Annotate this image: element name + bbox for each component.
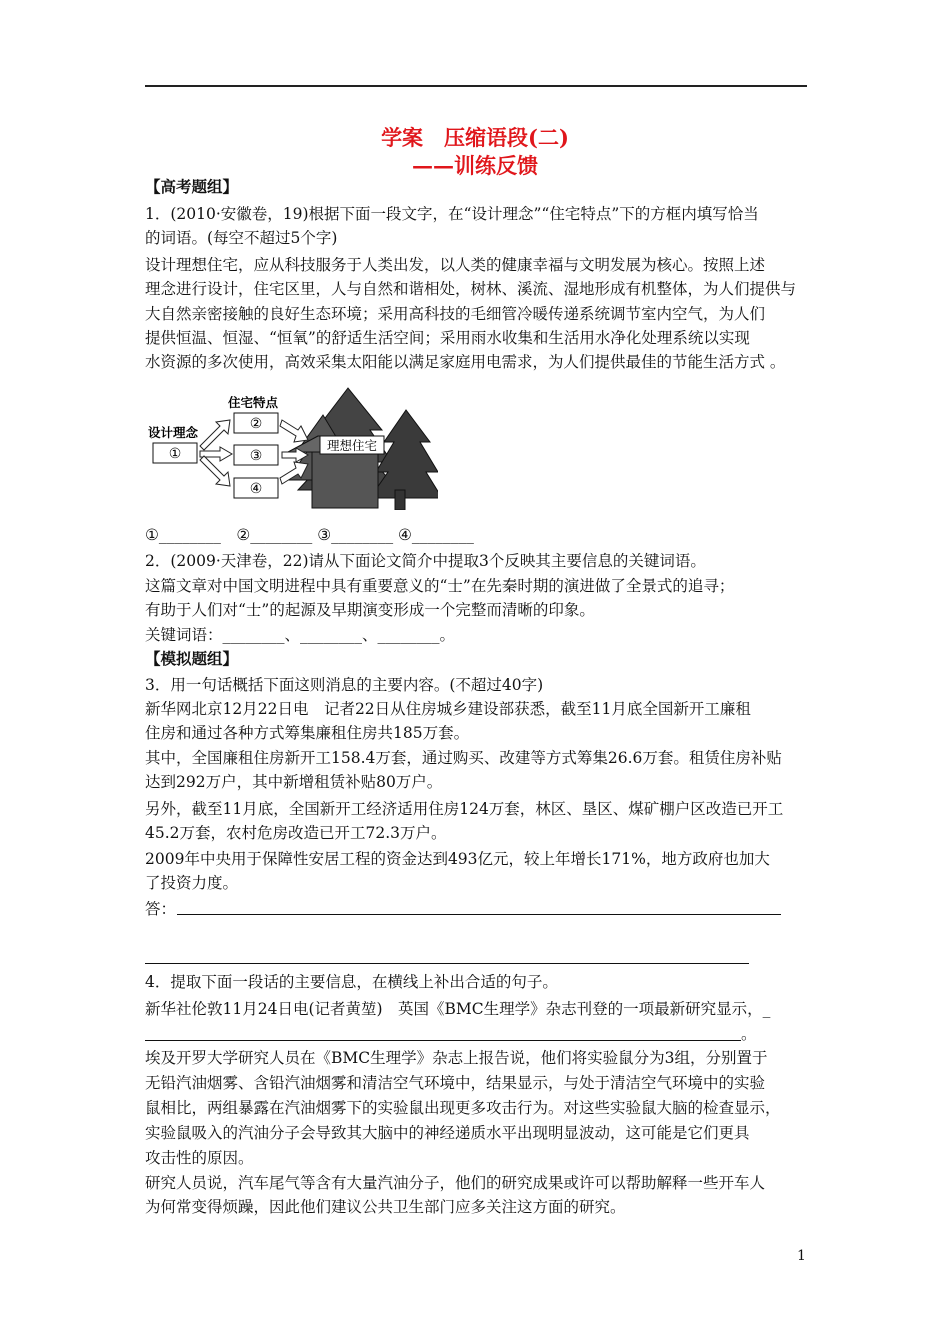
design-label: 设计理念	[148, 425, 199, 440]
q1-diagram	[148, 380, 438, 510]
header-rule	[145, 85, 807, 87]
q4-passage-line5: 鼠相比，两组暴露在汽油烟雾下的实验鼠出现更多攻击行为。对这些实验鼠大脑的检查显示，	[145, 1099, 781, 1117]
q1-answer-blanks[interactable]: ①________ ②________ ③________ ④________	[145, 526, 474, 544]
q1-stem-line2: 的词语。(每空不超过5个字)	[145, 229, 338, 247]
q3-passage-line6: 45.2万套，农村危房改造已开工72.3万户。	[145, 824, 447, 842]
q3-answer-line1[interactable]	[177, 914, 781, 915]
q1-passage-line1: 设计理想住宅，应从科技服务于人类出发，以人类的健康幸福与文明发展为核心。按照上述	[145, 256, 766, 274]
q3-answer-label: 答：	[145, 900, 177, 918]
q3-answer-line2[interactable]	[145, 963, 749, 964]
q3-passage-line7: 2009年中央用于保障性安居工程的资金达到493亿元，较上年增长171%，地方政府也加大	[145, 850, 770, 868]
q3-passage-line2: 住房和通过各种方式筹集廉租住房共185万套。	[145, 724, 470, 742]
page-subtitle: ——训练反馈	[412, 153, 538, 178]
q3-stem: 3．用一句话概括下面这则消息的主要内容。(不超过40字)	[145, 676, 544, 694]
q1-passage-line3: 大自然亲密接触的良好生态环境；采用高科技的毛细管冷暖传递系统调节室内空气，为人们	[145, 305, 766, 323]
q4-passage-line3: 埃及开罗大学研究人员在《BMC生理学》杂志上报告说，他们将实验鼠分为3组，分别置于	[145, 1049, 768, 1067]
q4-answer-line[interactable]	[145, 1040, 741, 1041]
blank-box-3-label: ③	[249, 448, 263, 464]
q4-passage-line1: 新华社伦敦11月24日电(记者黄堃) 英国《BMC生理学》杂志刊登的一项最新研究显示，_	[145, 1000, 771, 1018]
q2-passage-line2: 有助于人们对“士”的起源及早期演变形成一个完整而清晰的印象。	[145, 601, 595, 619]
section-heading-gaokao: 【高考题组】	[145, 177, 239, 196]
features-label: 住宅特点	[228, 395, 279, 410]
q1-passage-line4: 提供恒温、恒湿、“恒氧”的舒适生活空间；采用雨水收集和生活用水净化处理系统以实现	[145, 329, 750, 347]
q3-passage-line5: 另外，截至11月底，全国新开工经济适用住房124万套，林区、垦区、煤矿棚户区改造已开工	[145, 800, 784, 818]
q3-passage-line4: 达到292万户，其中新增租赁补贴80万户。	[145, 773, 443, 791]
q3-passage-line8: 了投资力度。	[145, 874, 239, 892]
section-heading-moni: 【模拟题组】	[145, 649, 239, 668]
house-label: 理想住宅	[326, 438, 378, 453]
blank-box-1-label: ①	[168, 446, 182, 462]
q4-passage-line6: 实验鼠吸入的汽油分子会导致其大脑中的神经递质水平出现明显波动，这可能是它们更具	[145, 1124, 750, 1142]
q4-passage-line9: 为何常变得烦躁，因此他们建议公共卫生部门应多关注这方面的研究。	[145, 1198, 626, 1216]
q4-stem: 4．提取下面一段话的主要信息，在横线上补出合适的句子。	[145, 973, 558, 991]
q4-passage-line4: 无铅汽油烟雾、含铅汽油烟雾和清洁空气环境中，结果显示，与处于清洁空气环境中的实验	[145, 1074, 766, 1092]
q3-passage-line3: 其中，全国廉租住房新开工158.4万套，通过购买、改建等方式筹集26.6万套。租赁住房补贴	[145, 749, 782, 767]
q4-passage-line8: 研究人员说，汽车尾气等含有大量汽油分子，他们的研究成果或许可以帮助解释一些开车人	[145, 1174, 766, 1192]
q2-stem: 2．(2009·天津卷，22)请从下面论文简介中提取3个反映其主要信息的关键词语。	[145, 552, 706, 570]
q4-answer-end: 。	[741, 1025, 757, 1043]
q4-passage-line7: 攻击性的原因。	[145, 1149, 254, 1167]
q1-passage-line2: 理念进行设计，住宅区里，人与自然和谐相处，树林、溪流、湿地形成有机整体，为人们提供与	[145, 280, 797, 298]
q1-stem-line1: 1．(2010·安徽卷，19)根据下面一段文字，在“设计理念”“住宅特点”下的方框内填写恰当	[145, 205, 759, 223]
q3-passage-line1: 新华网北京12月22日电 记者22日从住房城乡建设部获悉，截至11月底全国新开工廉租	[145, 700, 751, 718]
q2-answer-blanks[interactable]: 关键词语：________、________、________。	[145, 626, 456, 644]
page-title: 学案 压缩语段(二)	[381, 125, 569, 150]
blank-box-4-label: ④	[249, 481, 263, 497]
blank-box-2-label: ②	[249, 416, 263, 432]
page-number: 1	[797, 1248, 806, 1264]
q1-passage-line5: 水资源的多次使用，高效采集太阳能以满足家庭用电需求，为人们提供最佳的节能生活方式 。	[145, 353, 786, 371]
q2-passage-line1: 这篇文章对中国文明进程中具有重要意义的“士”在先秦时期的演进做了全景式的追寻；	[145, 577, 735, 595]
